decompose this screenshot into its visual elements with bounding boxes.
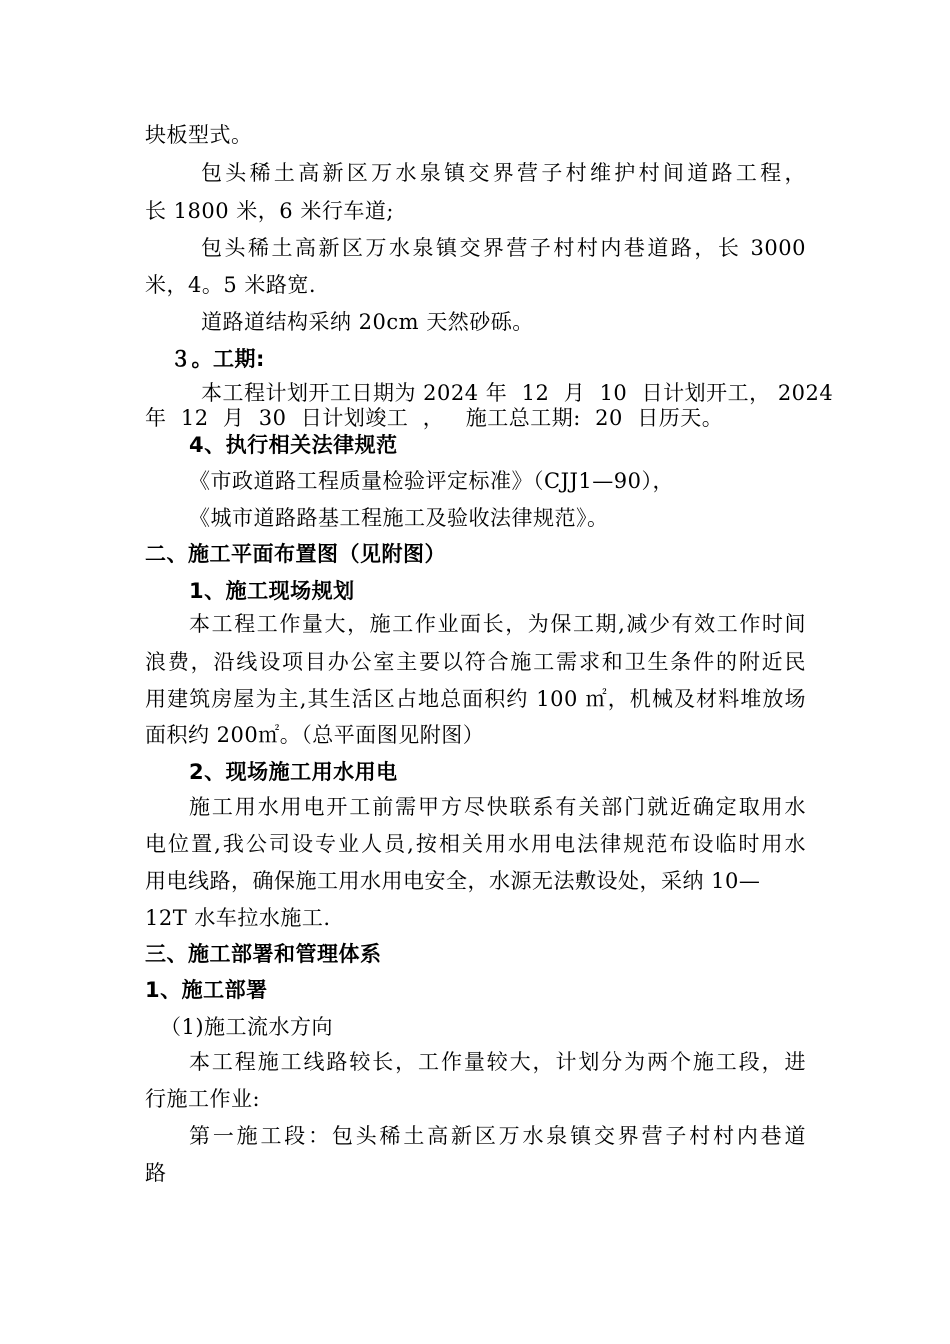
section-heading: 1、施工部署 xyxy=(145,978,268,1002)
text-line: 本工程计划开工日期为 2024 年 12 月 10 日计划开工， 2024 xyxy=(201,381,834,405)
section-heading: 2、现场施工用水用电 xyxy=(189,760,398,784)
text-line: 施工用水用电开工前需甲方尽快联系有关部门就近确定取用水 xyxy=(189,795,806,819)
text-line: 道路道结构采纳 20cm 天然砂砾。 xyxy=(201,310,534,334)
text-line: （1)施工流水方向 xyxy=(160,1015,334,1039)
text-line: 包头稀土高新区万水泉镇交界营子村村内巷道路，长 3000 xyxy=(201,236,806,260)
text-line: 第一施工段：包头稀土高新区万水泉镇交界营子村村内巷道 xyxy=(189,1124,806,1148)
text-line: 本工程施工线路较长，工作量较大，计划分为两个施工段，进 xyxy=(189,1050,806,1074)
text-line: 浪费，沿线设项目办公室主要以符合施工需求和卫生条件的附近民 xyxy=(145,650,806,674)
text-line: 长 1800 米，6 米行车道; xyxy=(145,199,394,223)
section-heading: 1、施工现场规划 xyxy=(189,579,355,603)
text-line: 米，4。5 米路宽. xyxy=(145,273,317,297)
text-line: 用电线路，确保施工用水用电安全，水源无法敷设处，采纳 10— xyxy=(145,869,761,893)
text-line: 本工程工作量大，施工作业面长，为保工期,减少有效工作时间 xyxy=(189,612,806,636)
chapter-heading: 三、施工部署和管理体系 xyxy=(145,942,382,966)
text-line: 《市政道路工程质量检验评定标准》（CJJ1—90）， xyxy=(189,469,674,493)
text-line: 电位置,我公司设专业人员,按相关用水用电法律规范布设临时用水 xyxy=(145,832,806,856)
text-line: 块板型式。 xyxy=(145,123,253,147)
text-line: 路 xyxy=(145,1161,167,1185)
text-line: 用建筑房屋为主,其生活区占地总面积约 100 ㎡，机械及材料堆放场 xyxy=(145,687,806,711)
section-heading: ３。工期: xyxy=(170,347,265,371)
text-line: 年 12 月 30 日计划竣工 ， 施工总工期: 20 日历天。 xyxy=(145,406,724,430)
section-heading: 4、执行相关法律规范 xyxy=(189,433,398,457)
text-line: 《城市道路路基工程施工及验收法律规范》。 xyxy=(189,506,609,530)
text-line: 包头稀土高新区万水泉镇交界营子村维护村间道路工程， xyxy=(201,161,806,185)
chapter-heading: 二、施工平面布置图（见附图） xyxy=(145,542,446,566)
text-line: 12T 水车拉水施工. xyxy=(145,906,331,930)
text-line: 面积约 200㎡。（总平面图见附图） xyxy=(145,723,485,747)
text-line: 行施工作业: xyxy=(145,1087,261,1111)
